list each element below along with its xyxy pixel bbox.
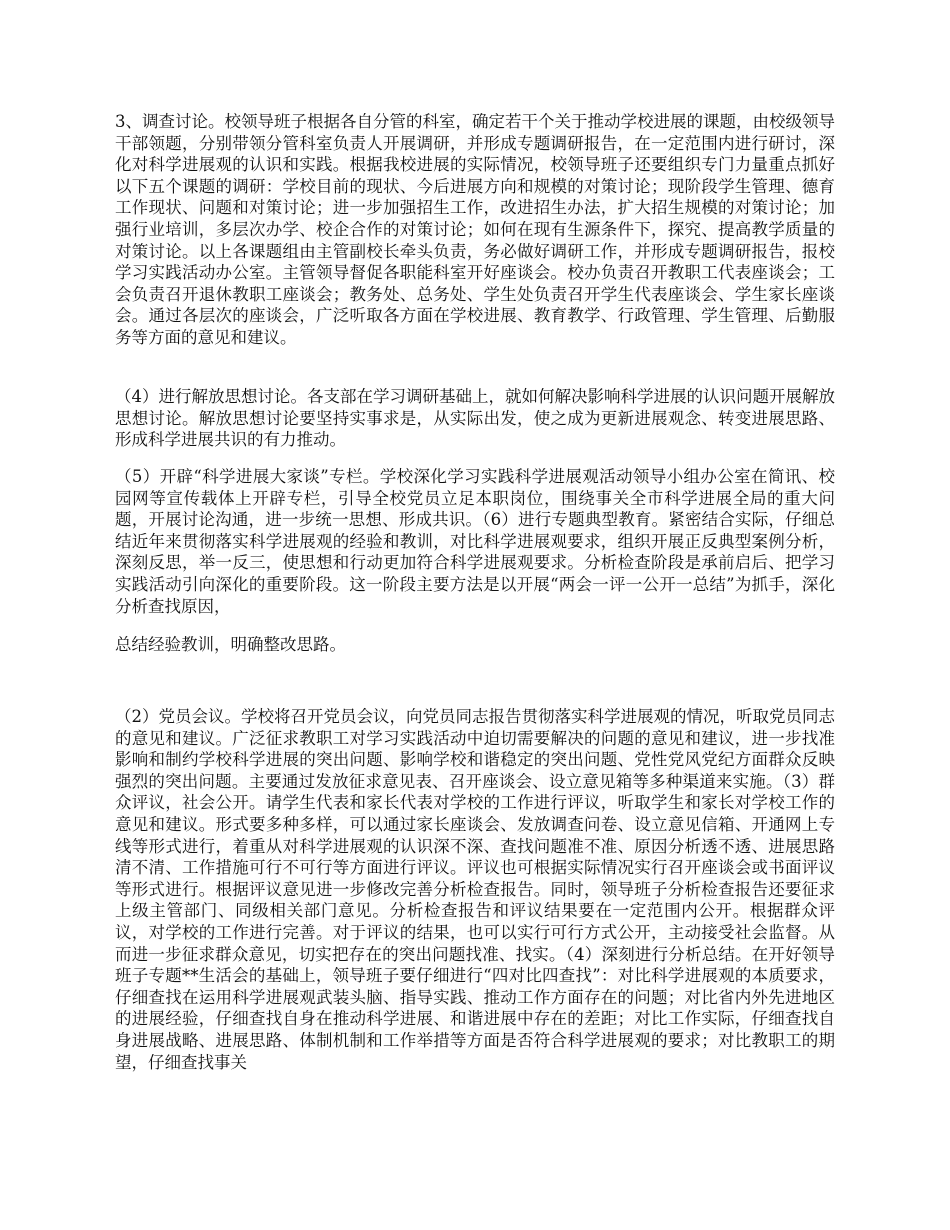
paragraph-emancipation: （4）进行解放思想讨论。各支部在学习调研基础上，就如何解决影响科学进展的认识问题开展解放思想讨论。解放思想讨论要坚持实事求是，从实际出发，使之成为更新进展观念、转变进展思路、形成科学进展共识的有力推动。: [115, 387, 835, 450]
paragraph-summary: 总结经验教训，明确整改思路。: [115, 635, 346, 654]
paragraph-column: （5）开辟“科学进展大家谈”专栏。学校深化学习实践科学进展观活动领导小组办公室在简讯、校园网等宣传载体上开辟专栏，引导全校党员立足本职岗位，围绕事关全市科学进展全局的重大问题，开展讨论沟通，进一步统一思想、形成共识。（6）进行专题典型教育。紧密结合实际，仔细总结近年来贯彻落实科学进展观的经验和教训，对比科学进展观要求，组织开展正反典型案例分析，深刻反思，举一反三，使思想和行动更加符合科学进展观要求。分析检查阶段是承前启后、把学习实践活动引向深化的重要阶段。这一阶段主要方法是以开展“两会一评一公开一总结”为抓手，深化分析查找原因，: [115, 467, 835, 616]
paragraph-party-meeting: （2）党员会议。学校将召开党员会议，向党员同志报告贯彻落实科学进展观的情况，听取党员同志的意见和建议。广泛征求教职工对学习实践活动中迫切需要解决的问题的意见和建议，进一步找准影响和制约学校科学进展的突出问题、影响学校和谐稳定的突出问题、党性党风党纪方面群众反映强烈的突出问题。主要通过发放征求意见表、召开座谈会、设立意见箱等多种渠道来实施。（3）群众评议，社会公开。请学生代表和家长代表对学校的工作进行评议，听取学生和家长对学校工作的意见和建议。形式要多种多样，可以通过家长座谈会、发放调查问卷、设立意见信箱、开通网上专线等形式进行，着重从对科学进展观的认识深不深、查找问题准不准、原因分析透不透、进展思路清不清、工作措施可行不可行等方面进行评议。评议也可根据实际情况实行召开座谈会或书面评议等形式进行。根据评议意见进一步修改完善分析检查报告。同时，领导班子分析检查报告还要征求上级主管部门、同级相关部门意见。分析检查报告和评议结果要在一定范围内公开。根据群众评议，对学校的工作进行完善。对于评议的结果，也可以实行可行方式公开，主动接受社会监督。从而进一步征求群众意见，切实把存在的突出问题找准、找实。（4）深刻进行分析总结。在开好领导班子专题**生活会的基础上，领导班子要仔细进行“四对比四查找”：对比科学进展观的本质要求，仔细查找在运用科学进展观武装头脑、指导实践、推动工作方面存在的问题；对比省内外先进地区的进展经验，仔细查找自身在推动科学进展、和谐进展中存在的差距；对比工作实际，仔细查找自身进展战略、进展思路、体制机制和工作举措等方面是否符合科学进展观的要求；对比教职工的期望，仔细查找事关: [115, 707, 835, 1072]
paragraph-investigation: 3、调查讨论。校领导班子根据各自分管的科室，确定若干个关于推动学校进展的课题，由校级领导干部领题，分别带领分管科室负责人开展调研，并形成专题调研报告，在一定范围内进行研讨，深化对科学进展观的认识和实践。根据我校进展的实际情况，校领导班子还要组织专门力量重点抓好以下五个课题的调研：学校目前的现状、今后进展方向和规模的对策讨论；现阶段学生管理、德育工作现状、问题和对策讨论；进一步加强招生工作，改进招生办法，扩大招生规模的对策讨论；加强行业培训，多层次办学、校企合作的对策讨论；如何在现有生源条件下，探究、提高教学质量的对策讨论。以上各课题组由主管副校长牵头负责，务必做好调研工作，并形成专题调研报告，报校学习实践活动办公室。主管领导督促各职能科室开好座谈会。校办负责召开教职工代表座谈会；工会负责召开退休教职工座谈会；教务处、总务处、学生处负责召开学生代表座谈会、学生家长座谈会。通过各层次的座谈会，广泛听取各方面在学校进展、教育教学、行政管理、学生管理、后勤服务等方面的意见和建议。: [115, 112, 835, 347]
